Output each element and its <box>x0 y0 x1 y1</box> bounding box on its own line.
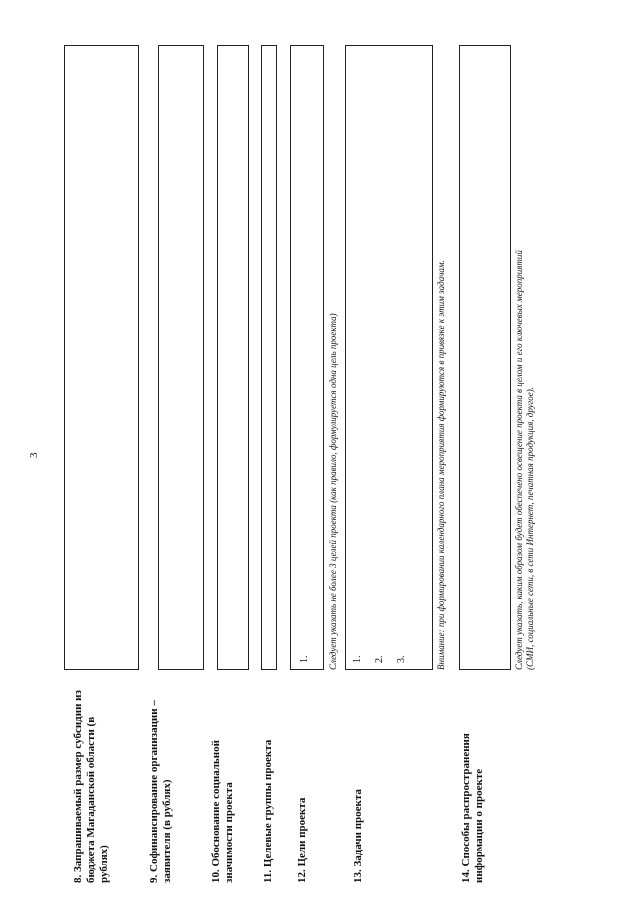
field-subsidy-amount[interactable] <box>64 45 139 670</box>
field-project-tasks[interactable] <box>345 45 433 670</box>
label-social-significance: 10. Обоснование социальной значимости проекта <box>210 740 235 883</box>
label-project-goals: 12. Цели проекта <box>296 797 308 883</box>
hint-project-goals: Следует указать не более 3 целей проекта (как правило, формулируется одна цель проекта) <box>328 313 338 670</box>
field-social-significance[interactable] <box>217 45 249 670</box>
hint-info-dissemination-line2: (СМИ, социальные сети, в сети Интернет, печатная продукция, другое). <box>525 387 535 670</box>
goal-item-1: 1. <box>299 655 310 663</box>
task-item-2: 2. <box>374 655 385 663</box>
field-project-goals[interactable] <box>290 45 324 670</box>
hint-info-dissemination-line1: Следует указать, каким образом будет обеспечено освещение проекта в целом и его ключевых мероприятий <box>514 250 524 670</box>
field-target-groups[interactable] <box>261 45 277 670</box>
task-item-1: 1. <box>352 655 363 663</box>
label-cofinancing: 9. Софинансирование организации – заявителя (в рублях) <box>148 700 173 883</box>
label-project-tasks: 13. Задачи проекта <box>352 789 364 883</box>
field-info-dissemination[interactable] <box>459 45 511 670</box>
label-subsidy-amount: 8. Запрашиваемый размер субсидии из бюджета Магаданской области (в рублях) <box>72 690 110 883</box>
hint-project-tasks: Внимание: при формировании календарного плана мероприятия формируются в привязке к этим задачам. <box>436 260 446 670</box>
label-target-groups: 11. Целевые группы проекта <box>262 739 274 883</box>
field-cofinancing[interactable] <box>158 45 204 670</box>
task-item-3: 3. <box>396 655 407 663</box>
page-number: 3 <box>28 452 40 458</box>
label-info-dissemination: 14. Способы распространения информации о проекте <box>460 733 485 883</box>
